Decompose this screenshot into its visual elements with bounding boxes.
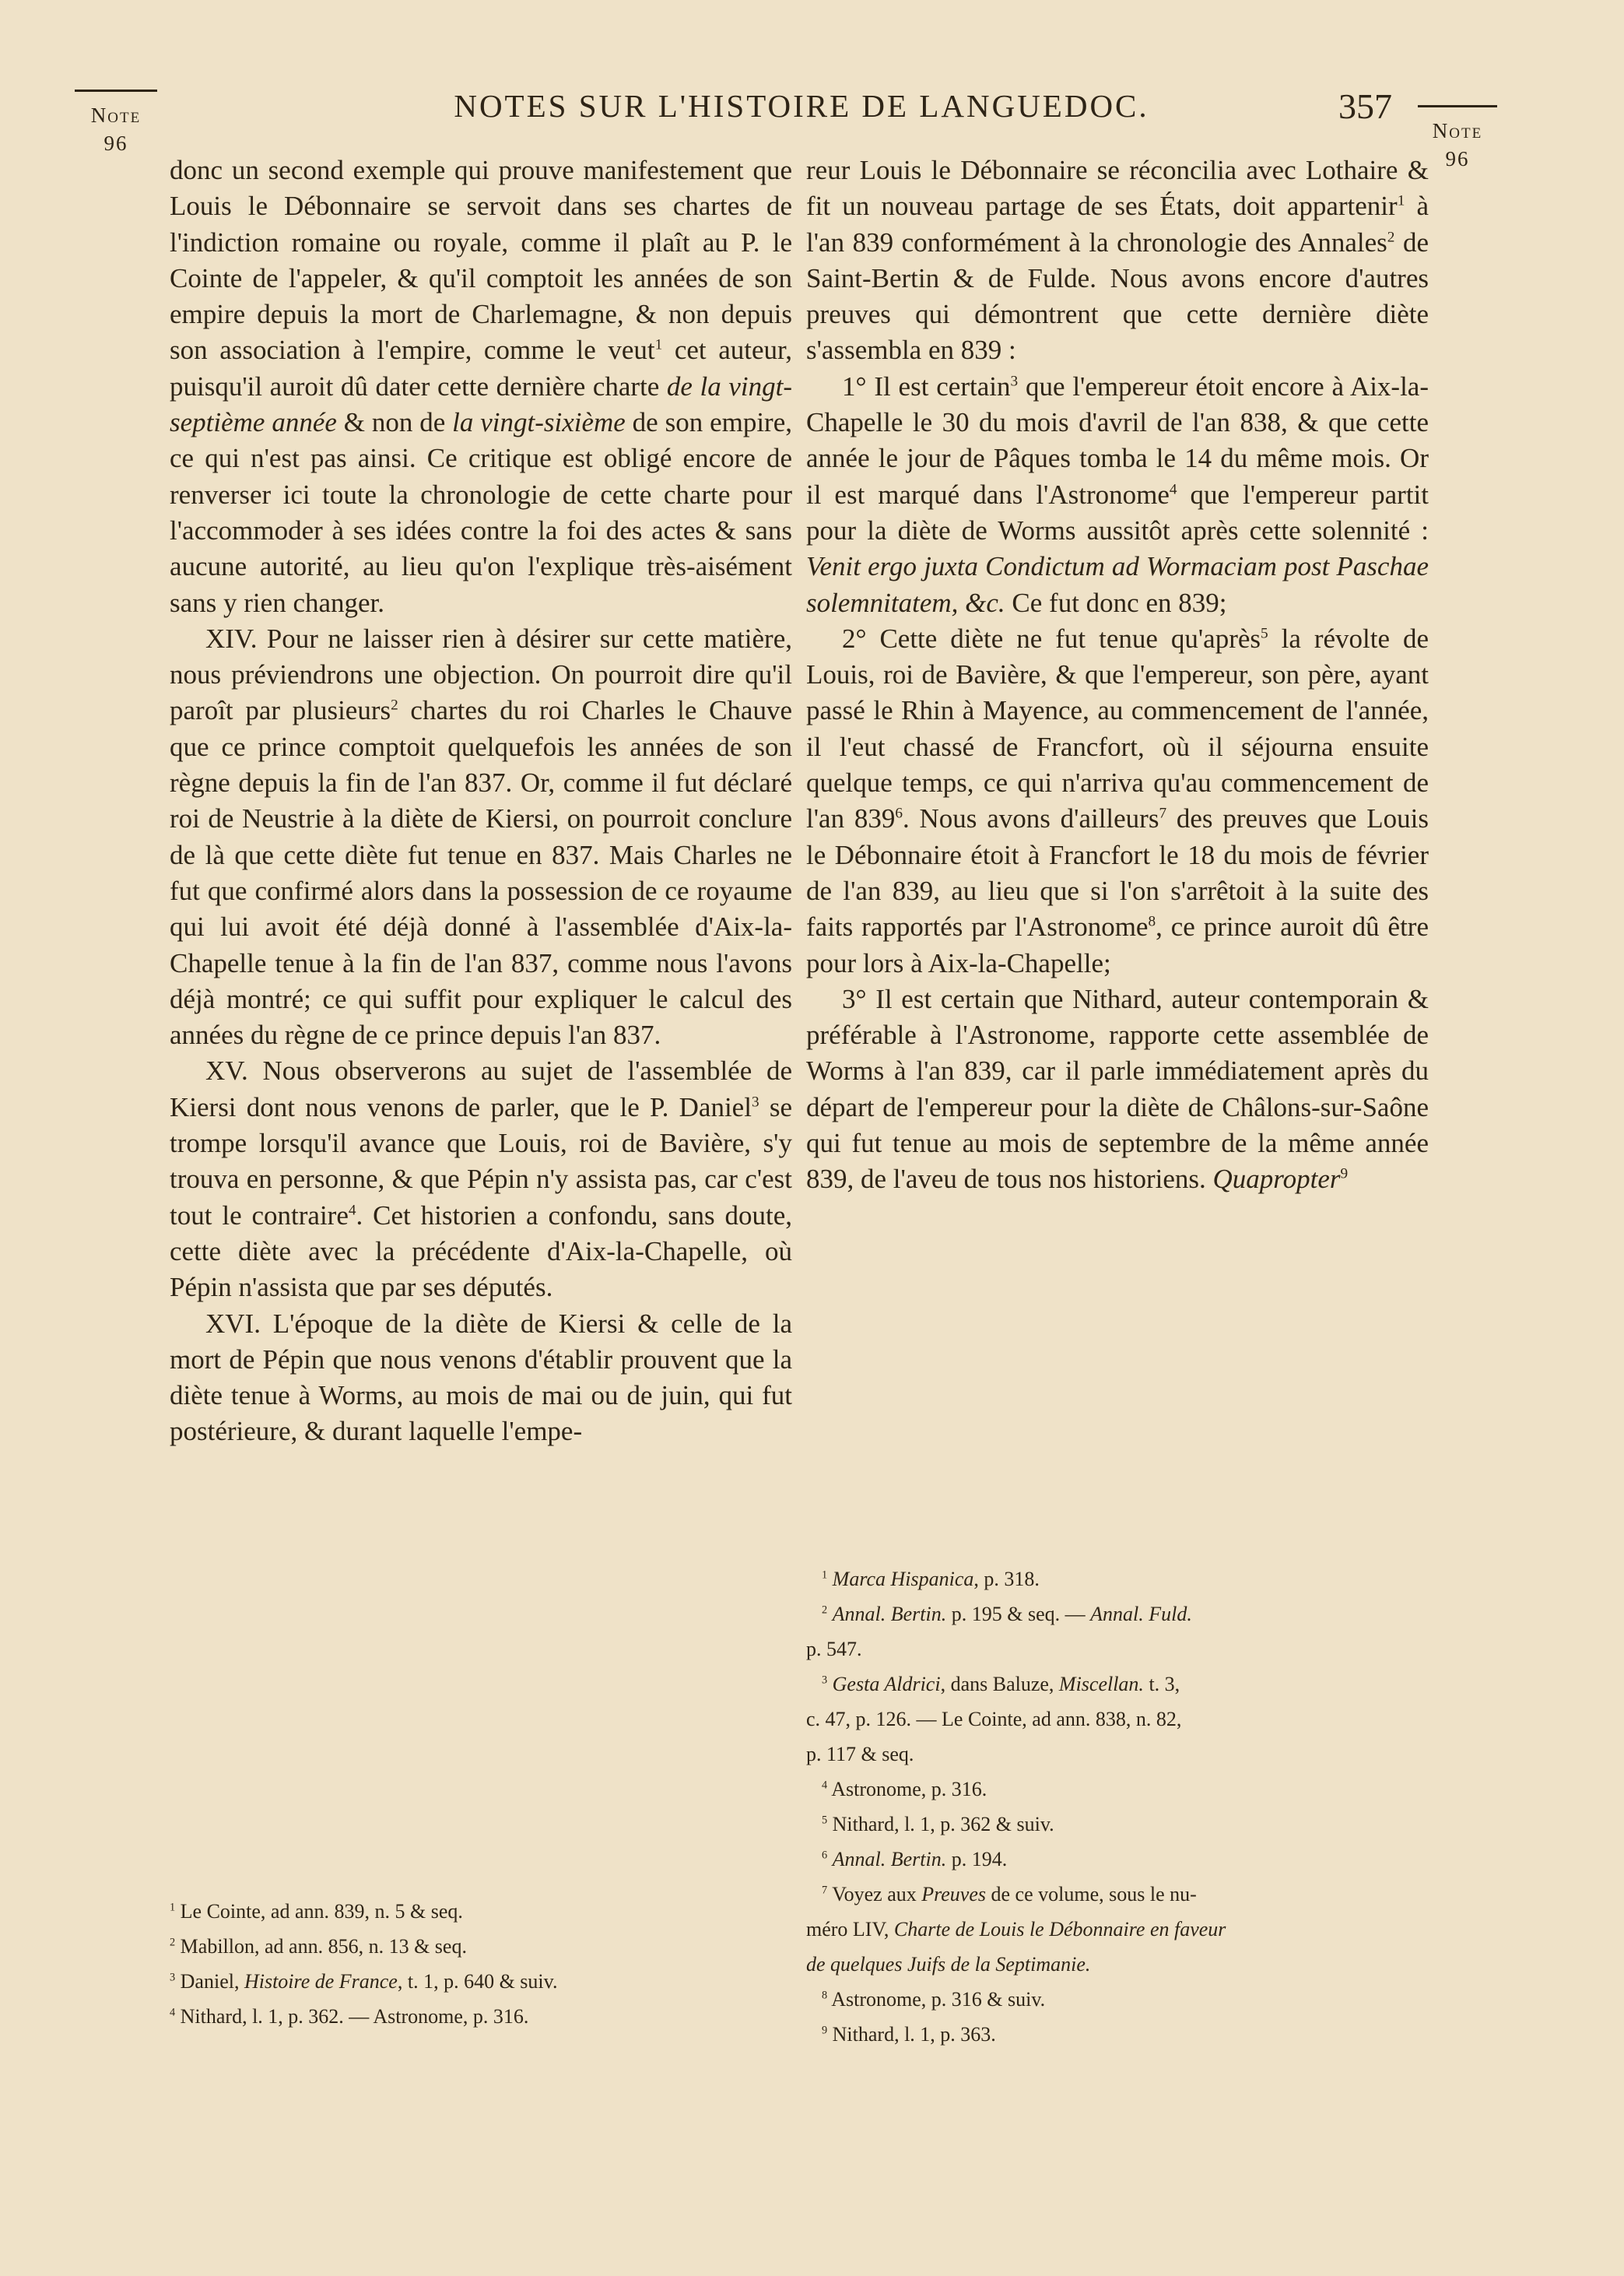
footnote-ref[interactable]: 9 [1340,1165,1349,1182]
footnote: $^1$ Marca Hispanica, p. 318. [822,1568,1040,1590]
footnote-ref[interactable]: 3 [751,1094,759,1111]
footnote: $^8$ Astronome, p. 316 & suiv. [822,1988,1046,2011]
footnote-ref[interactable]: 1 [654,336,663,353]
footnote-ref[interactable]: 5 [1261,625,1268,642]
running-title: NOTES SUR L'HISTOIRE DE LANGUEDOC. [454,88,1149,124]
margin-note-left [75,90,157,157]
margin-note-number: 96 [1445,147,1470,170]
margin-note-label: Note [1432,119,1483,142]
paragraph-first-proof: 1° Il est certain$^3$ que l'empereur étoit encore à Aix-la-Chapelle le 30 du mois d'avril de l'an 838, & que cette année le jour de Pâques tomba le 14 du même mois. Or il est marqué dans l'Astronome$^4$ que l'empereur partit pour la diète de Worms aussitôt après cette solennité : Venit ergo juxta Condictum ad Wormaciam post Paschae solemnitatem, &c. Ce fut donc en 839; [806,371,1429,618]
margin-note-number: 96 [103,132,128,155]
right-column [806,153,1429,1198]
footnote-ref[interactable]: 8 [1148,913,1156,930]
footnote: $^2$ Mabillon, ad ann. 856, n. 13 & seq. [170,1935,467,1958]
footnote: $^4$ Astronome, p. 316. [822,1778,987,1800]
footnote: $^1$ Le Cointe, ad ann. 839, n. 5 & seq. [170,1900,463,1923]
footnote-ref[interactable]: 4 [1169,481,1177,498]
margin-note-right [1418,105,1497,173]
footnote: $^3$ Gesta Aldrici, dans Baluze, Miscellan. t. 3, [822,1673,1180,1695]
footnote-ref[interactable]: 7 [1159,805,1167,822]
footnote-ref[interactable]: 4 [348,1201,356,1218]
footnote: $^2$ Annal. Bertin. p. 195 & seq. — Annal. Fuld. [822,1603,1192,1625]
footnote-ref[interactable]: 3 [1010,373,1019,390]
footnote-continuation: de quelques Juifs de la Septimanie. [806,1953,1091,1976]
footnote-continuation: méro LIV, Charte de Louis le Débonnaire en faveur [806,1918,1226,1941]
left-column [170,153,792,1450]
footnote: $^5$ Nithard, l. 1, p. 362 & suiv. [822,1813,1054,1835]
margin-note-label: Note [90,104,142,127]
footnote: $^4$ Nithard, l. 1, p. 362. — Astronome, p. 316. [170,2005,529,2028]
footnote: $^9$ Nithard, l. 1, p. 363. [822,2023,996,2046]
footnote-continuation: c. 47, p. 126. — Le Cointe, ad ann. 838, n. 82, [806,1708,1182,1730]
footnote-ref[interactable]: 6 [895,805,903,822]
footnote-continuation: p. 547. [806,1638,862,1660]
page-number: 357 [1338,86,1392,126]
footnote-ref[interactable]: 2 [1387,228,1395,245]
paragraph-xiv: XIV. Pour ne laisser rien à désirer sur cette matière, nous préviendrons une objection. On pourroit dire qu'il paroît par plusieurs$^2$ chartes du roi Charles le Chauve que ce prince comptoit quelquefois les années de son règne depuis la fin de l'an 837. Or, comme il fut déclaré roi de Neustrie à la diète de Kiersi, on pourroit conclure de là que cette diète fut tenue en 837. Mais Charles ne fut que confirmé alors dans la possession de ce royaume qui lui avoit été déjà donné à l'assemblée d'Aix-la-Chapelle tenue à la fin de l'an 837, comme nous l'avons déjà montré; ce qui suffit pour expliquer le calcul des années du règne de ce prince depuis l'an 837. [170,623,792,1051]
paragraph-third-proof: 3° Il est certain que Nithard, auteur contemporain & préférable à l'Astronome, rapporte cette assemblée de Worms à l'an 839, car il parle immédiatement après du départ de l'empereur pour la diète de Châlons-sur-Saône qui fut tenue au mois de septembre de la même année 839, de l'aveu de tous nos historiens. Quapropter$^9$ [806,983,1429,1195]
paragraph-xvi: XVI. L'époque de la diète de Kiersi & celle de la mort de Pépin que nous venons d'établir prouvent que la diète tenue à Worms, au mois de mai ou de juin, qui fut postérieure, & durant laquelle l'empe- [170,1308,792,1447]
footnote: $^7$ Voyez aux Preuves de ce volume, sous le nu- [822,1883,1197,1905]
paragraph: donc un second exemple qui prouve manifestement que Louis le Débonnaire se servoit dans ses chartes de l'indiction romaine ou royale, comme il plaît au P. le Cointe de l'appeler, & qu'il comptoit les années de son empire depuis la mort de Charlemagne, & non depuis son association à l'empire, comme le veut$^1$ cet auteur, puisqu'il auroit dû dater cette dernière charte de la vingt-septième année & non de la vingt-sixième de son empire, ce qui n'est pas ainsi. Ce critique est obligé encore de renverser ici toute la chronologie de cette charte pour l'accommoder à ses idées contre la foi des actes & sans aucune autorité, au lieu qu'on l'explique très-aisément sans y rien changer. [170,155,792,618]
margin-rule [75,90,157,92]
paragraph-second-proof: 2° Cette diète ne fut tenue qu'après$^5$ la révolte de Louis, roi de Bavière, & que l'empereur, son père, ayant passé le Rhin à Mayence, au commencement de l'année, il l'eut chassé de Francfort, où il séjourna ensuite quelque temps, ce qui n'arriva qu'au commencement de l'an $839^6$. Nous avons d'ailleurs$^7$ des preuves que Louis le Débonnaire étoit à Francfort le 18 du mois de février de l'an 839, au lieu que si l'on s'arrêtoit à la suite des faits rapportés par l'Astronome$^8$, ce prince auroit dû être pour lors à Aix-la-Chapelle; [806,623,1429,978]
footnotes-right [806,1561,1398,2052]
footnote-continuation: p. 117 & seq. [806,1743,914,1765]
footnotes-left [170,1894,730,2034]
footnote: $^6$ Annal. Bertin. p. 194. [822,1848,1008,1870]
paragraph-xv: XV. Nous observerons au sujet de l'assemblée de Kiersi dont nous venons de parler, que le P. Daniel$^3$ se trompe lorsqu'il avance que Louis, roi de Bavière, s'y trouva en personne, & que Pépin n'y assista pas, car c'est tout le contraire$^4$. Cet historien a confondu, sans doute, cette diète avec la précédente d'Aix-la-Chapelle, où Pépin n'assista que par ses députés. [170,1055,792,1303]
paragraph: reur Louis le Débonnaire se réconcilia avec Lothaire & fit un nouveau partage de ses États, doit appartenir$^1$ à l'an 839 conformément à la chronologie des Annales$^2$ de Saint-Bertin & de Fulde. Nous avons encore d'autres preuves qui démontrent que cette dernière diète s'assembla en 839 : [806,155,1429,366]
footnote-ref[interactable]: 1 [1397,192,1405,209]
footnote-ref[interactable]: 2 [391,697,398,714]
margin-rule [1418,105,1497,107]
footnote: $^3$ Daniel, Histoire de France, t. 1, p. 640 & suiv. [170,1970,558,1993]
